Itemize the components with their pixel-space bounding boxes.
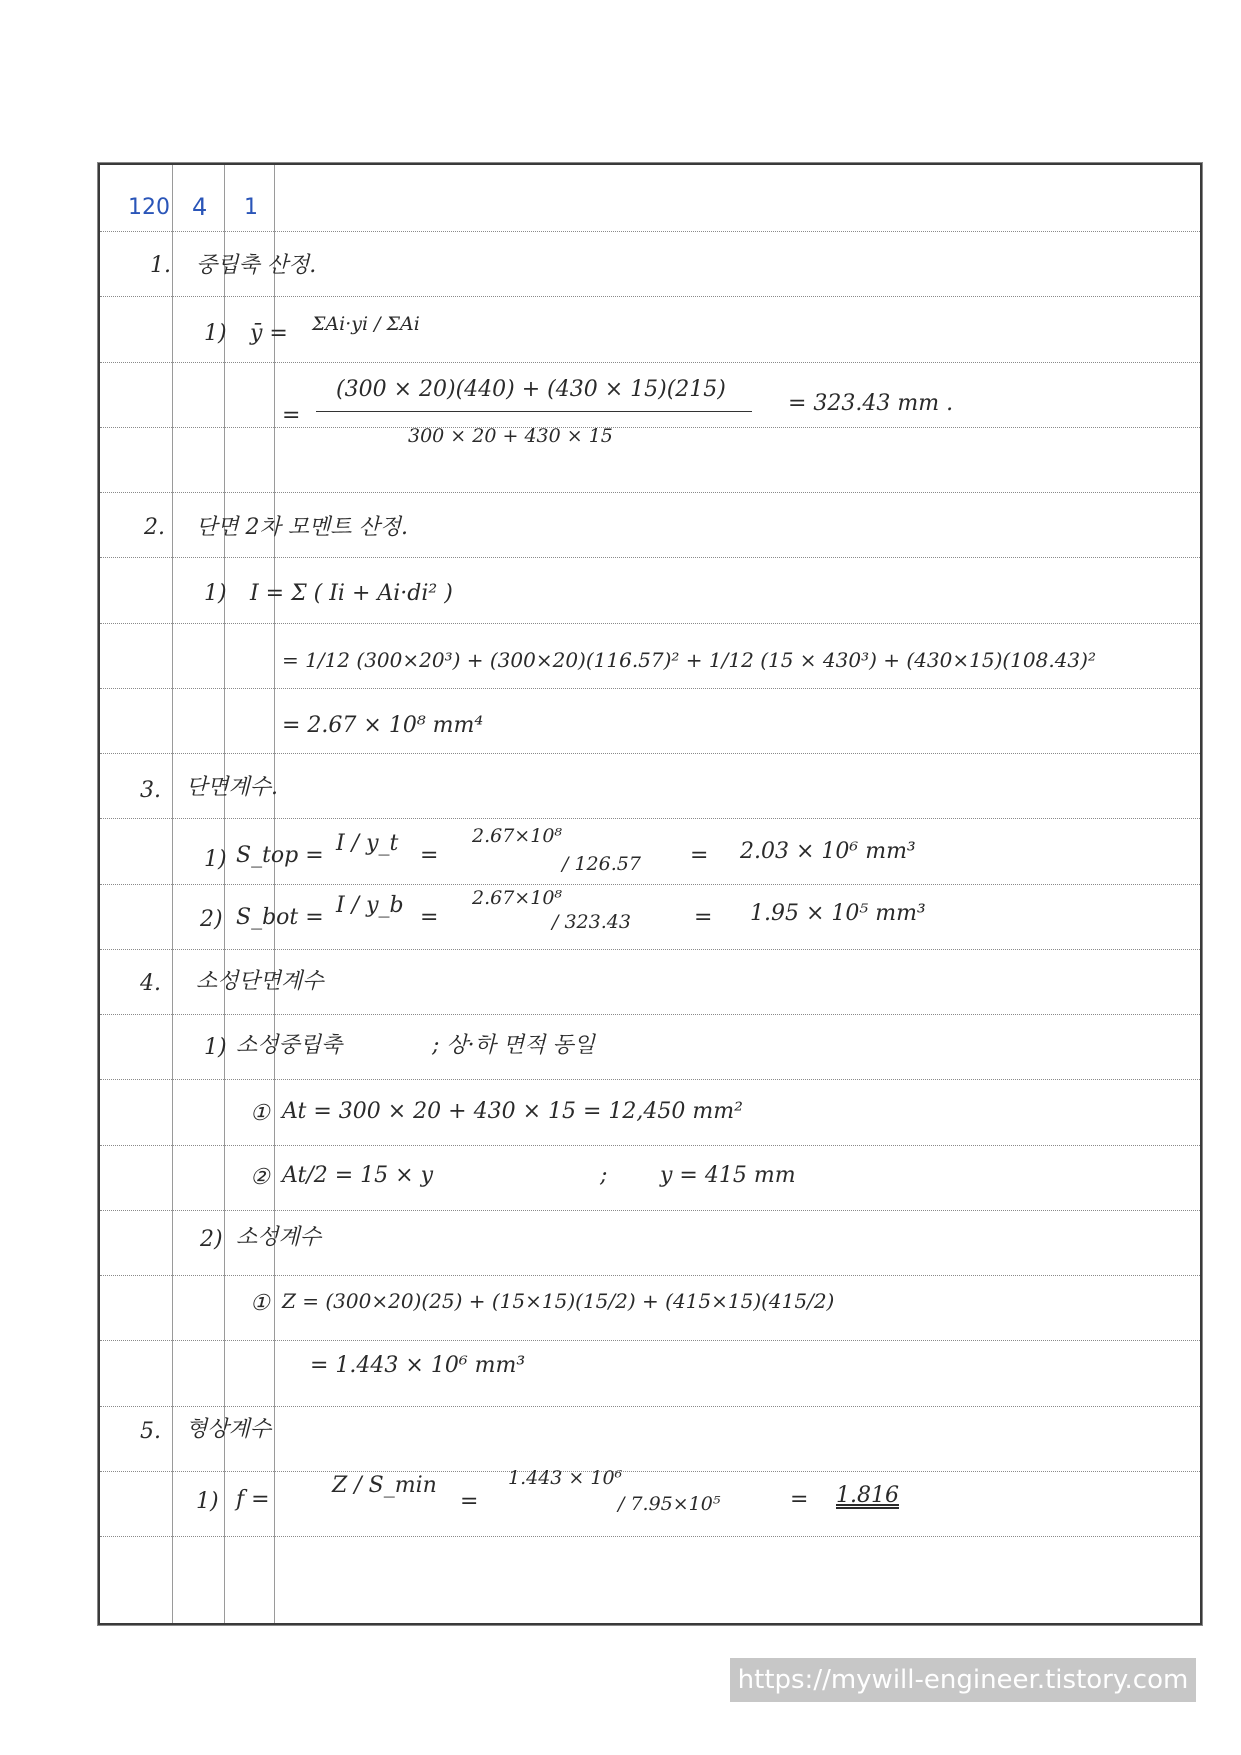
- plastic-neutral-axis-note: ; 상·하 면적 동일: [432, 1033, 595, 1058]
- s-bot-result: 1.95 × 10⁵ mm³: [750, 901, 926, 926]
- section-3-title: 단면계수.: [186, 775, 279, 800]
- section-1-title: 중립축 산정.: [196, 253, 317, 278]
- s-bot-ratio: I / y_b: [336, 893, 404, 918]
- s-top-ratio: I / y_t: [336, 831, 399, 856]
- shape-factor-numerator: 1.443 × 10⁶: [508, 1467, 623, 1489]
- shape-factor-result: 1.816: [836, 1483, 899, 1508]
- header-number-1: 4: [192, 193, 208, 221]
- rule-line: [100, 1471, 1200, 1472]
- s-bot-eq2: =: [694, 905, 713, 930]
- ybar-numerator: (300 × 20)(440) + (430 × 15)(215): [336, 377, 726, 402]
- plastic-neutral-axis-title: 소성중립축: [236, 1033, 343, 1058]
- s-top-eq2: =: [690, 843, 709, 868]
- half-area-expr: At/2 = 15 × y: [282, 1163, 434, 1188]
- s-bot-eq1: =: [420, 905, 439, 930]
- rule-line: [100, 1340, 1200, 1341]
- watermark-url: https://mywill-engineer.tistory.com: [730, 1658, 1196, 1702]
- rule-line: [100, 1145, 1200, 1146]
- ybar-definition: ΣAi·yi / ΣAi: [312, 313, 420, 335]
- s-bot-denominator: / 323.43: [552, 911, 631, 933]
- total-area-expr: At = 300 × 20 + 430 × 15 = 12,450 mm²: [282, 1099, 743, 1124]
- shape-factor-denominator: / 7.95×10⁵: [618, 1493, 721, 1515]
- rule-line: [100, 1275, 1200, 1276]
- rule-line: [100, 623, 1200, 624]
- rule-line: [100, 296, 1200, 297]
- fraction-bar: [316, 411, 752, 412]
- section-5-number: 5.: [140, 1419, 161, 1444]
- inertia-result: = 2.67 × 10⁸ mm⁴: [282, 713, 484, 738]
- rule-line: [100, 427, 1200, 428]
- s2-item-label: 1): [204, 581, 227, 606]
- margin-line: [224, 165, 225, 1623]
- section-2-number: 2.: [144, 515, 165, 540]
- margin-line: [172, 165, 173, 1623]
- s3-top-label: 1): [204, 847, 227, 872]
- header-code: 120: [128, 195, 170, 220]
- rule-line: [100, 949, 1200, 950]
- header-number-2: 1: [244, 195, 258, 220]
- s1-equals: =: [282, 403, 301, 428]
- inertia-definition: I = Σ ( Ii + Ai·di² ): [250, 581, 453, 606]
- answer-sheet: [98, 163, 1202, 1625]
- rule-line: [100, 492, 1200, 493]
- rule-line: [100, 1210, 1200, 1211]
- section-5-title: 형상계수: [186, 1417, 272, 1442]
- s4-a1-label: ①: [250, 1101, 270, 1126]
- s4-a2-label: ②: [250, 1165, 270, 1190]
- rule-line: [100, 1536, 1200, 1537]
- rule-line: [100, 1406, 1200, 1407]
- s1-item-label: 1): [204, 321, 227, 346]
- inertia-expansion: = 1/12 (300×20³) + (300×20)(116.57)² + 1/12 (15 × 430³) + (430×15)(108.43)²: [282, 648, 1096, 672]
- ybar-denominator: 300 × 20 + 430 × 15: [408, 425, 613, 447]
- s4-sub1-label: 1): [204, 1035, 227, 1060]
- rule-line: [100, 231, 1200, 232]
- rule-line: [100, 753, 1200, 754]
- section-1-number: 1.: [150, 253, 171, 278]
- s-top-symbol: S_top =: [236, 843, 324, 868]
- s4-z1-label: ①: [250, 1291, 270, 1316]
- s4-sub2-label: 2): [200, 1227, 223, 1252]
- plastic-axis-y-result: y = 415 mm: [660, 1163, 796, 1188]
- rule-line: [100, 557, 1200, 558]
- shape-factor-ratio: Z / S_min: [332, 1473, 437, 1498]
- rule-line: [100, 884, 1200, 885]
- rule-line: [100, 688, 1200, 689]
- rule-line: [100, 362, 1200, 363]
- s-top-result: 2.03 × 10⁶ mm³: [740, 839, 916, 864]
- s3-bot-label: 2): [200, 907, 223, 932]
- margin-line: [274, 165, 275, 1623]
- s-bot-numerator: 2.67×10⁸: [472, 887, 563, 909]
- s-bot-symbol: S_bot =: [236, 905, 324, 930]
- half-area-separator: ;: [600, 1163, 608, 1188]
- shape-factor-eq1: =: [460, 1489, 479, 1514]
- ybar-symbol: ȳ =: [250, 321, 288, 346]
- section-4-title: 소성단면계수: [196, 969, 324, 994]
- rule-line: [100, 818, 1200, 819]
- section-2-title: 단면 2차 모멘트 산정.: [196, 515, 408, 540]
- s-top-numerator: 2.67×10⁸: [472, 825, 563, 847]
- rule-line: [100, 1014, 1200, 1015]
- shape-factor-eq2: =: [790, 1487, 809, 1512]
- plastic-modulus-expr: Z = (300×20)(25) + (15×15)(15/2) + (415×15)(415/2): [282, 1289, 835, 1313]
- rule-line: [100, 1079, 1200, 1080]
- shape-factor-symbol: f =: [236, 1487, 270, 1512]
- s-top-eq1: =: [420, 843, 439, 868]
- ybar-result: = 323.43 mm .: [788, 391, 954, 416]
- s-top-denominator: / 126.57: [562, 853, 641, 875]
- section-3-number: 3.: [140, 778, 161, 803]
- plastic-modulus-result: = 1.443 × 10⁶ mm³: [310, 1353, 526, 1378]
- plastic-modulus-title: 소성계수: [236, 1225, 322, 1250]
- s5-item-label: 1): [196, 1489, 219, 1514]
- section-4-number: 4.: [140, 971, 161, 996]
